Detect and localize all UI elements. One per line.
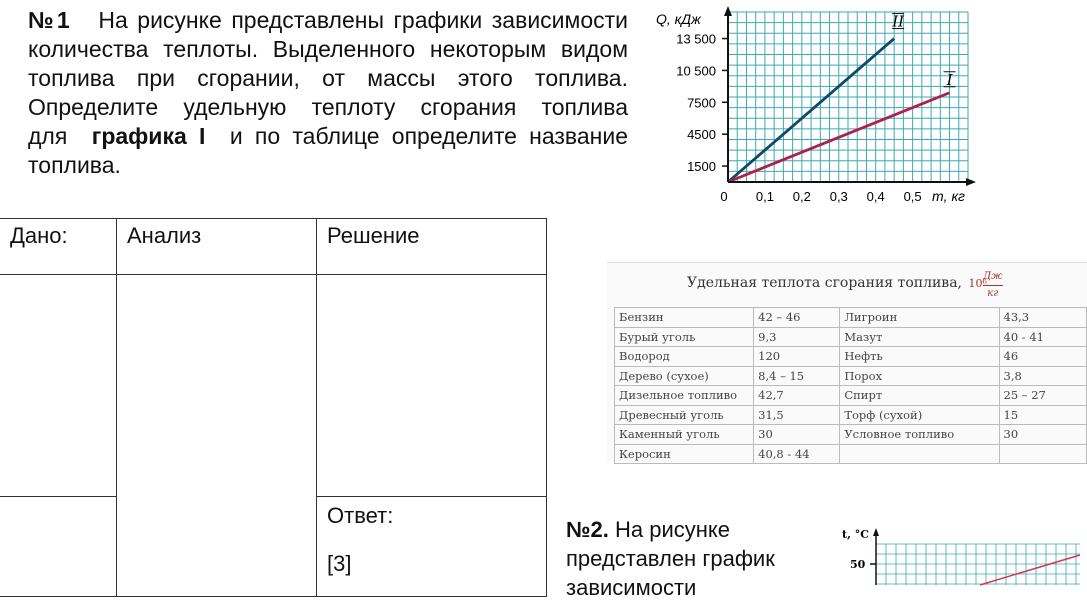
fuel-table-unit bbox=[983, 269, 1003, 302]
fuel-name-cell: Дизельное топливо bbox=[615, 386, 754, 406]
fuel-name-cell: Условное топливо bbox=[840, 425, 999, 445]
x-tick-label: 0,3 bbox=[829, 189, 848, 204]
line-label-II: II bbox=[892, 12, 905, 31]
line-labels bbox=[891, 13, 955, 89]
x-axis-label: m, кг bbox=[932, 188, 965, 204]
task1-text-before: На рисунке представлены графики зависимости количества теплоты. Выделенного некоторым видом топлива при сгорании, от массы этого топлива. Определите удельную теплоту сгорания топлива для bbox=[28, 7, 628, 149]
given-cell-lower[interactable] bbox=[0, 497, 117, 597]
solution-cell[interactable] bbox=[317, 275, 547, 497]
x-tick-label: 0,4 bbox=[866, 189, 885, 204]
task1-number: №1 bbox=[28, 7, 70, 33]
fuel-name-cell: Торф (сухой) bbox=[840, 405, 999, 425]
fuel-value-cell: 30 bbox=[999, 425, 1087, 445]
y-axis-label: Q, кДж bbox=[656, 11, 701, 27]
graph-grid bbox=[728, 12, 968, 182]
fuel-row bbox=[615, 425, 1087, 445]
fuel-row bbox=[615, 405, 1087, 425]
fuel-name-cell: Каменный уголь bbox=[615, 425, 754, 445]
answer-label: Ответ: bbox=[327, 503, 394, 528]
task1-text-after: и по таблице определите название топлива. bbox=[28, 123, 629, 178]
fuel-value-cell: 120 bbox=[754, 347, 840, 367]
solution-header: Решение bbox=[317, 219, 547, 275]
y-tick-label: 7500 bbox=[687, 95, 716, 111]
given-header: Дано: bbox=[0, 219, 117, 275]
y-tick-label: 4500 bbox=[687, 127, 716, 143]
fuel-name-cell: Бензин bbox=[615, 308, 754, 328]
fuel-value-cell: 31,5 bbox=[754, 405, 840, 425]
fuel-value-cell: 40,8 - 44 bbox=[754, 444, 840, 464]
points-label: [3] bbox=[327, 551, 352, 576]
graph2-ylabel: t, °C bbox=[842, 528, 869, 541]
fuel-value-cell: 9,3 bbox=[754, 327, 840, 347]
fuel-row bbox=[615, 444, 1087, 464]
fuel-value-cell: 43,3 bbox=[999, 308, 1087, 328]
task1-text bbox=[28, 6, 628, 180]
fuel-table-unit-den: кг bbox=[987, 288, 999, 299]
fuel-row bbox=[615, 308, 1087, 328]
x-tick-label: 0 bbox=[720, 189, 728, 204]
fuel-name-cell: Керосин bbox=[615, 444, 754, 464]
graph2-ytick: 50 bbox=[850, 558, 866, 571]
fuel-value-cell: 42 – 46 bbox=[754, 308, 840, 328]
fuel-value-cell: 8,4 – 15 bbox=[754, 366, 840, 386]
fuel-table-grid bbox=[614, 307, 1087, 464]
fuel-name-cell: Древесный уголь bbox=[615, 405, 754, 425]
fuel-name-cell: Бурый уголь bbox=[615, 327, 754, 347]
solution-table bbox=[0, 218, 547, 597]
fuel-value-cell bbox=[999, 444, 1087, 464]
temperature-graph bbox=[830, 522, 1080, 585]
analysis-header: Анализ bbox=[117, 219, 317, 275]
fuel-heat-table bbox=[607, 262, 1087, 462]
fuel-table-unit-mult: 10⁶ bbox=[968, 277, 987, 290]
fuel-name-cell: Водород bbox=[615, 347, 754, 367]
fuel-name-cell: Лигроин bbox=[840, 308, 999, 328]
fuel-row bbox=[615, 366, 1087, 386]
fuel-table-unit-num: Дж bbox=[983, 269, 1003, 286]
y-tick-label: 10 500 bbox=[676, 63, 716, 79]
task1-text-bold: графика I bbox=[91, 123, 206, 149]
analysis-cell[interactable] bbox=[117, 275, 317, 597]
x-tick-label: 0,5 bbox=[903, 189, 922, 204]
y-tick-label: 1500 bbox=[687, 159, 716, 175]
fuel-name-cell: Нефть bbox=[840, 347, 999, 367]
fuel-value-cell: 42,7 bbox=[754, 386, 840, 406]
fuel-name-cell: Порох bbox=[840, 366, 999, 386]
given-cell[interactable] bbox=[0, 275, 117, 497]
answer-cell[interactable] bbox=[317, 497, 547, 597]
fuel-value-cell: 30 bbox=[754, 425, 840, 445]
x-tick-label: 0,1 bbox=[755, 189, 774, 204]
y-tick-label: 13 500 bbox=[676, 31, 716, 47]
fuel-value-cell: 25 – 27 bbox=[999, 386, 1087, 406]
fuel-value-cell: 3,8 bbox=[999, 366, 1087, 386]
fuel-value-cell: 46 bbox=[999, 347, 1087, 367]
fuel-row bbox=[615, 347, 1087, 367]
task2-number: №2. bbox=[566, 517, 609, 542]
line-label-I: I bbox=[946, 70, 953, 89]
q-vs-m-graph bbox=[648, 4, 988, 214]
y-tick-labels bbox=[676, 32, 728, 175]
fuel-name-cell bbox=[840, 444, 999, 464]
task2-body: На рисунке представлен график зависимости bbox=[566, 517, 775, 600]
fuel-name-cell: Спирт bbox=[840, 386, 999, 406]
fuel-value-cell: 15 bbox=[999, 405, 1087, 425]
fuel-value-cell: 40 - 41 bbox=[999, 327, 1087, 347]
fuel-row bbox=[615, 327, 1087, 347]
x-tick-label: 0,2 bbox=[792, 189, 811, 204]
fuel-table-title-text: Удельная теплота сгорания топлива, bbox=[687, 275, 962, 291]
fuel-name-cell: Мазут bbox=[840, 327, 999, 347]
x-tick-labels bbox=[720, 189, 921, 204]
fuel-row bbox=[615, 386, 1087, 406]
graph2-line bbox=[980, 555, 1080, 585]
task2-text bbox=[566, 515, 836, 602]
fuel-name-cell: Дерево (сухое) bbox=[615, 366, 754, 386]
fuel-table-title bbox=[687, 271, 1003, 299]
